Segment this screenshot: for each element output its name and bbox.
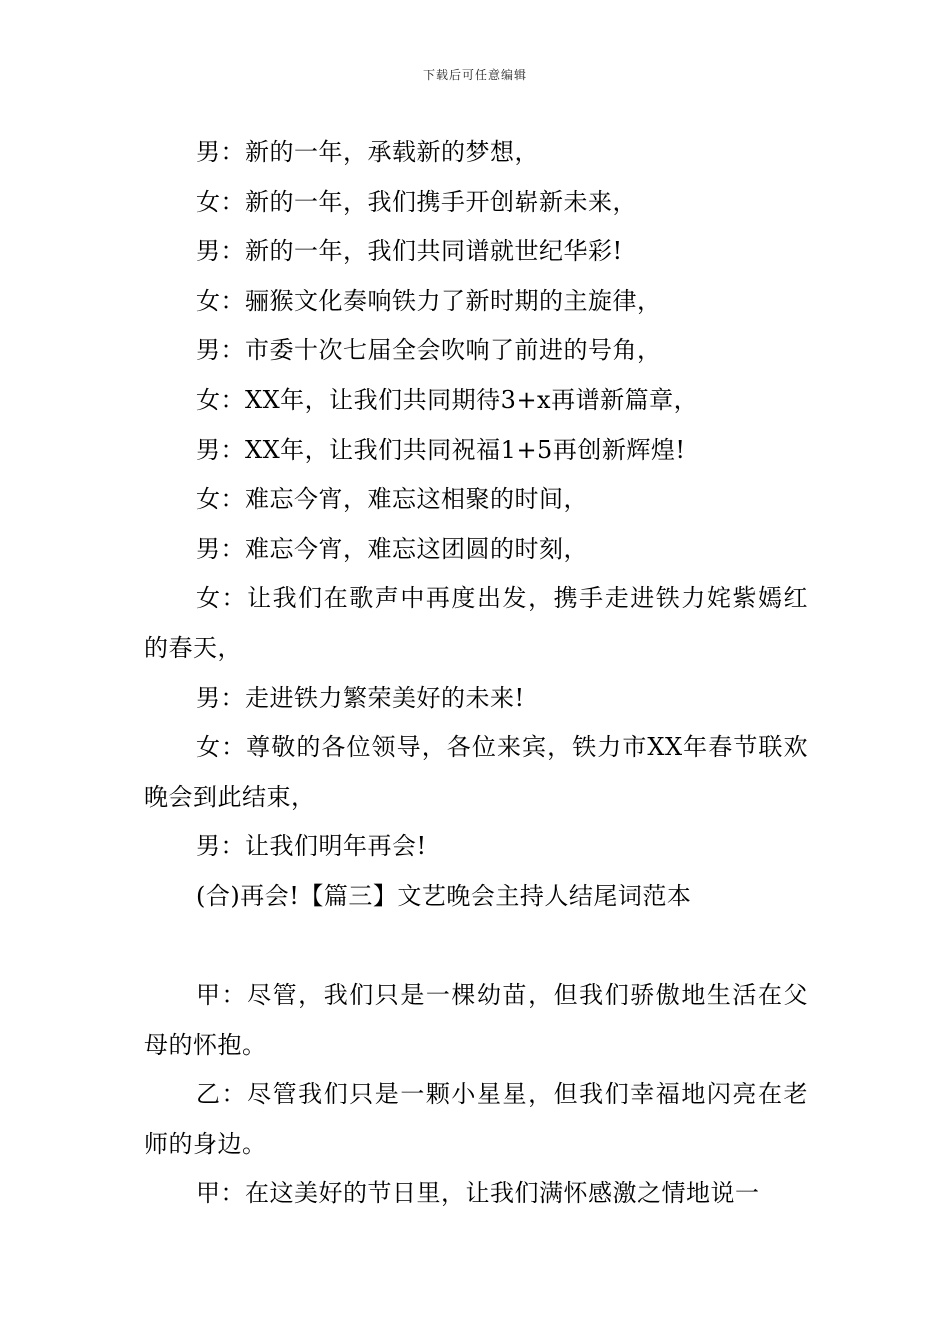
paragraph: 男：XX年，让我们共同祝福1+5再创新辉煌! — [196, 435, 686, 464]
paragraph: 男：让我们明年再会! — [196, 832, 427, 861]
paragraph: 甲：尽管，我们只是一棵幼苗，但我们骄傲地生活在父母的怀抱。 — [144, 981, 808, 1059]
paragraph: 甲：在这美好的节日里，让我们满怀感激之情地说一 — [196, 1179, 760, 1208]
paragraph: 女：难忘今宵，难忘这相聚的时间， — [196, 485, 588, 514]
header-note: 下载后可任意编辑 — [422, 68, 527, 82]
document-body — [144, 128, 808, 1219]
paragraph: 乙：尽管我们只是一颗小星星，但我们幸福地闪亮在老师的身边。 — [144, 1080, 808, 1158]
paragraph: 男：新的一年，我们共同谱就世纪华彩! — [196, 237, 623, 266]
paragraph: 男：新的一年，承载新的梦想， — [196, 138, 539, 166]
paragraph: 男：难忘今宵，难忘这团圆的时刻， — [196, 534, 588, 563]
paragraph: 男：走进铁力繁荣美好的未来! — [196, 683, 525, 712]
paragraph: 女：新的一年，我们携手开创崭新未来， — [196, 187, 637, 216]
paragraph: 女：XX年，让我们共同期待3+x再谱新篇章， — [196, 385, 699, 414]
blank-line — [144, 922, 808, 972]
paragraph: 女：骊猴文化奏响铁力了新时期的主旋律， — [196, 286, 662, 315]
paragraph: 女：让我们在歌声中再度出发，携手走进铁力姹紫嫣红的春天， — [144, 584, 808, 662]
section-heading-line: (合)再会!【篇三】文艺晚会主持人结尾词范本 — [196, 881, 692, 910]
paragraph: 男：市委十次七届全会吹响了前进的号角， — [196, 336, 662, 365]
paragraph: 女：尊敬的各位领导，各位来宾，铁力市XX年春节联欢晚会到此结束， — [144, 733, 808, 811]
